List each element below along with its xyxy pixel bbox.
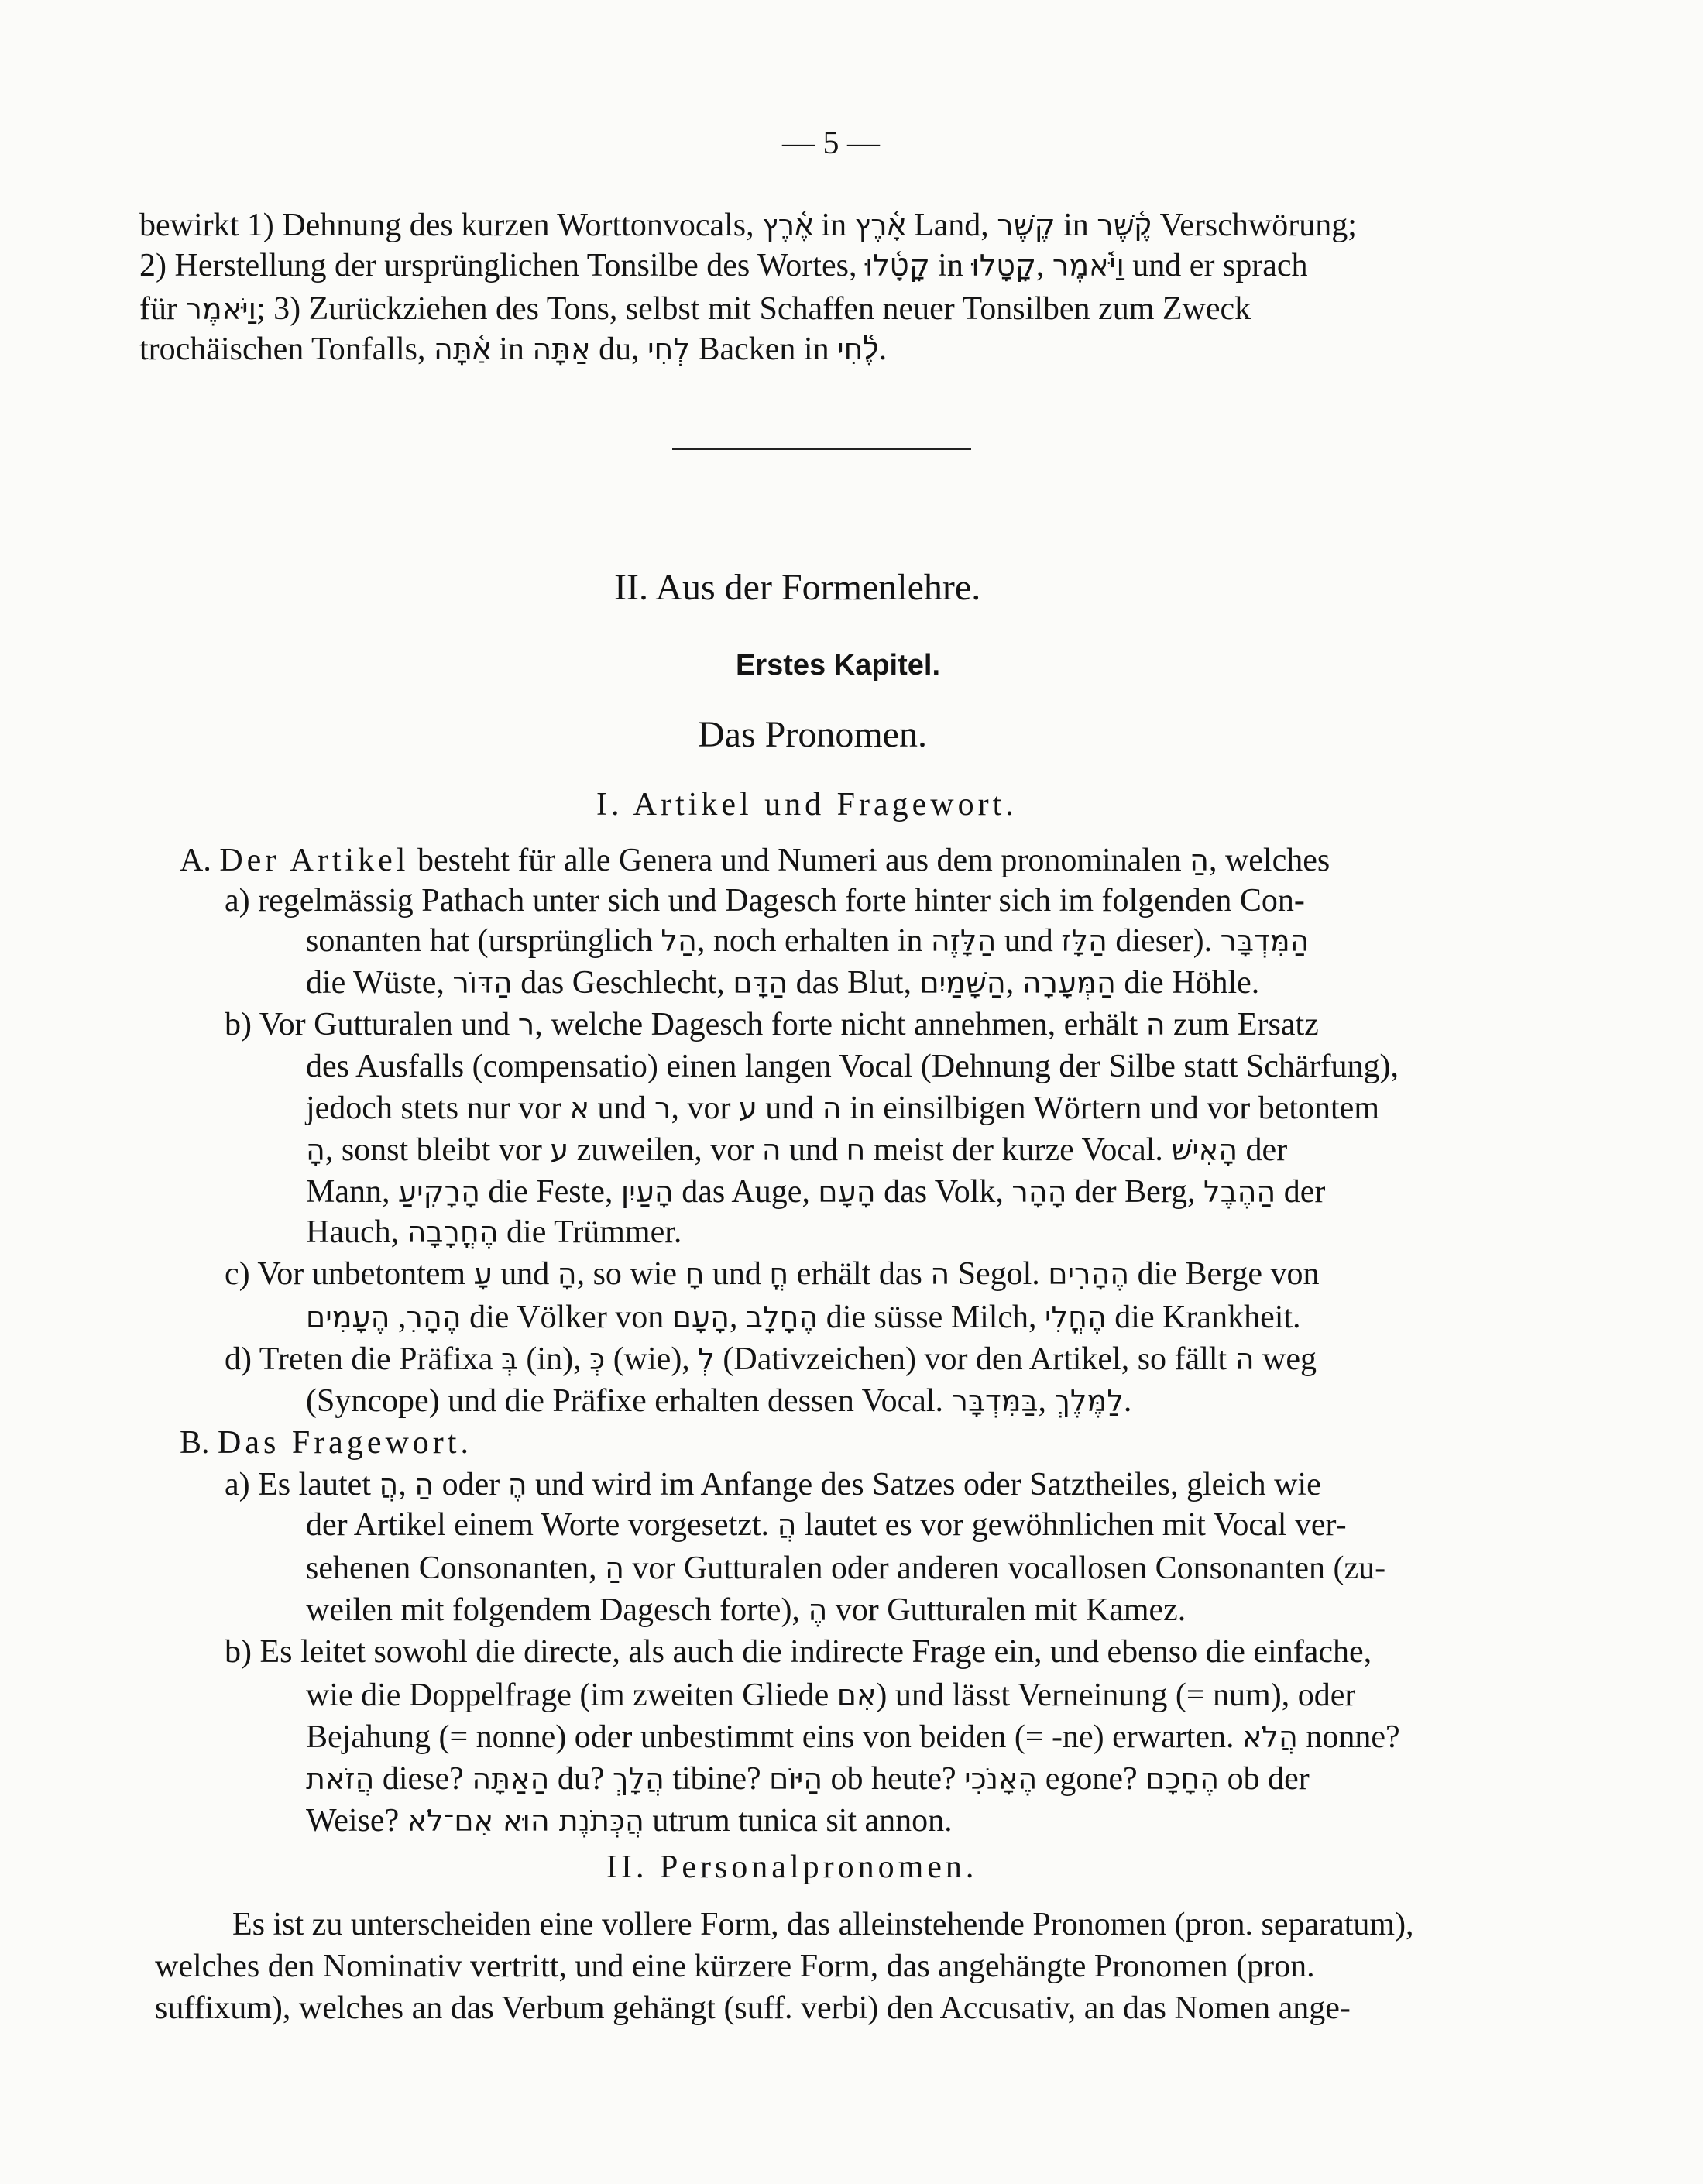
text-line bbox=[139, 246, 1308, 285]
text-run: . bbox=[1123, 1383, 1132, 1419]
hebrew-word: ה bbox=[1145, 1008, 1166, 1042]
spaced-heading-word: Der Artikel bbox=[219, 843, 410, 878]
hebrew-word: הֶחָלָב bbox=[746, 1300, 819, 1334]
text-run: wie die Doppelfrage (im zweiten Gliede bbox=[306, 1677, 837, 1713]
text-run: sonanten hat (ursprünglich bbox=[306, 923, 661, 959]
hebrew-word: הַאַתָּה bbox=[472, 1762, 550, 1796]
text-run: b) Vor Gutturalen und bbox=[225, 1007, 518, 1042]
hebrew-word: קָטָלוּ bbox=[971, 249, 1036, 283]
hebrew-word: הֶאָנֹכִי bbox=[964, 1762, 1038, 1796]
text-line bbox=[225, 1465, 1321, 1504]
text-line bbox=[180, 841, 1330, 880]
text-run: , welche Dagesch forte nicht annehmen, erhält bbox=[534, 1007, 1146, 1042]
hebrew-word: הַמְּעָרָה bbox=[1021, 966, 1116, 1000]
chapter-heading: Erstes Kapitel. bbox=[736, 649, 940, 682]
text-line bbox=[139, 330, 887, 369]
hebrew-word: הָאִישׁ bbox=[1171, 1133, 1238, 1167]
text-run: , welches bbox=[1208, 843, 1330, 878]
hebrew-word: בַּמִּדְבָּר bbox=[951, 1384, 1039, 1418]
text-run: ob der bbox=[1219, 1761, 1310, 1797]
text-run: das Auge, bbox=[673, 1174, 819, 1210]
text-run: und bbox=[757, 1090, 822, 1126]
text-line: suffixum), welches an das Verbum gehängt (suff. verbi) den Accusativ, an das Nomen ange- bbox=[155, 1990, 1351, 2026]
hebrew-word: ר bbox=[517, 1008, 535, 1042]
hebrew-word: לְחִי bbox=[647, 332, 690, 366]
text-line bbox=[225, 1633, 1372, 1671]
text-run: in bbox=[812, 208, 855, 243]
hebrew-word: הָעַיִן bbox=[620, 1175, 674, 1209]
text-run: , noch erhalten in bbox=[696, 923, 931, 959]
hebrew-word: ה bbox=[761, 1133, 781, 1167]
text-run: in einsilbigen Wörtern und vor betontem bbox=[841, 1090, 1379, 1126]
text-run: , bbox=[1005, 965, 1022, 1001]
hebrew-word: וַיֹּאמֶר bbox=[185, 292, 256, 326]
text-run: c) Vor unbetontem bbox=[225, 1256, 474, 1292]
text-run: , bbox=[1035, 248, 1052, 283]
text-run: utrum tunica sit annon. bbox=[644, 1803, 953, 1839]
text-run: d) Treten die Präfixa bbox=[225, 1341, 501, 1377]
text-line bbox=[306, 1549, 1385, 1588]
text-run: ; 3) Zurückziehen des Tons, selbst mit Schaffen neuer Tonsilben zum Zweck bbox=[256, 291, 1251, 327]
text-line bbox=[306, 1801, 953, 1840]
hebrew-word: הַהֶבֶל bbox=[1203, 1175, 1276, 1209]
hebrew-word: הֲזֹאת bbox=[306, 1762, 375, 1796]
hebrew-word: הֶ bbox=[507, 1468, 527, 1502]
topic-heading: Das Pronomen. bbox=[698, 714, 927, 755]
hebrew-word: הַ bbox=[605, 1551, 624, 1585]
text-line bbox=[306, 1213, 682, 1252]
text-run: egone? bbox=[1037, 1761, 1146, 1797]
text-line bbox=[306, 1047, 1399, 1086]
hebrew-word: לַמֶּלֶךְ bbox=[1054, 1384, 1124, 1418]
text-run: dieser). bbox=[1107, 923, 1221, 959]
text-run: die süsse Milch, bbox=[818, 1300, 1045, 1335]
hebrew-word: ה bbox=[1234, 1342, 1255, 1376]
text-run: vor Gutturalen mit Kamez. bbox=[827, 1592, 1186, 1628]
text-run: tibine? bbox=[664, 1761, 770, 1797]
text-run: und bbox=[781, 1132, 846, 1168]
text-run: . bbox=[460, 1425, 469, 1461]
text-run: A. bbox=[180, 843, 220, 878]
hebrew-word: אִם bbox=[836, 1678, 877, 1712]
text-run: erhält das bbox=[788, 1256, 931, 1292]
text-run: die Völker von bbox=[461, 1300, 672, 1335]
text-line bbox=[306, 963, 1259, 1002]
hebrew-word: וַיֹּ֫אמֶר bbox=[1052, 249, 1124, 283]
text-line bbox=[139, 206, 1357, 245]
text-run: das Volk, bbox=[875, 1174, 1012, 1210]
hebrew-word: הֲלָךְ bbox=[613, 1762, 664, 1796]
text-line: welches den Nominativ vertritt, und eine kürzere Form, das angehängte Pronomen (pron. bbox=[155, 1949, 1315, 1984]
hebrew-word: הֶהָרִים bbox=[1048, 1257, 1130, 1291]
text-run: die Feste, bbox=[479, 1174, 621, 1210]
text-run: du? bbox=[549, 1761, 613, 1797]
text-run: in bbox=[929, 248, 972, 283]
text-run: (wie), bbox=[605, 1341, 699, 1377]
text-run: Bejahung (= nonne) oder unbestimmt eins von beiden (= -ne) erwarten. bbox=[306, 1719, 1243, 1755]
text-run: Land, bbox=[905, 208, 997, 243]
hebrew-word: אַ֫תָּה bbox=[434, 332, 491, 366]
hebrew-word: הֶ bbox=[808, 1593, 828, 1627]
hebrew-word: הֲ bbox=[379, 1468, 399, 1502]
hebrew-word: אֶ֫רֶץ bbox=[762, 208, 813, 242]
hebrew-word: הֶחֳלִי bbox=[1045, 1300, 1107, 1334]
hebrew-word: הַדּוֹר bbox=[452, 966, 513, 1000]
text-run: die Berge von bbox=[1129, 1256, 1320, 1292]
hebrew-word: הַמִּדְבָּר bbox=[1220, 924, 1310, 958]
hebrew-word: הַל bbox=[661, 924, 697, 958]
text-run: die Krankheit. bbox=[1106, 1300, 1301, 1335]
hebrew-word: הָרָקִיעַ bbox=[398, 1175, 480, 1209]
text-run: Hauch, bbox=[306, 1214, 407, 1250]
hebrew-word: הָ bbox=[306, 1133, 325, 1167]
text-run: die Höhle. bbox=[1115, 965, 1260, 1001]
hebrew-word: קָטָ֫לוּ bbox=[864, 249, 930, 283]
text-run: der bbox=[1276, 1174, 1326, 1210]
text-run: nonne? bbox=[1297, 1719, 1400, 1755]
text-line bbox=[306, 1591, 1186, 1629]
text-run: diese? bbox=[374, 1761, 472, 1797]
hebrew-word: א bbox=[569, 1091, 589, 1125]
hebrew-word: הַשָּׁמַיִם bbox=[919, 966, 1006, 1000]
text-run: vor Gutturalen oder anderen vocallosen Consonanten (zu- bbox=[623, 1550, 1386, 1586]
text-line bbox=[306, 1760, 1310, 1798]
text-line bbox=[306, 922, 1309, 960]
text-line bbox=[225, 1255, 1319, 1293]
hebrew-word: כְּ bbox=[589, 1342, 606, 1376]
text-run: und bbox=[704, 1256, 770, 1292]
hebrew-word: לְ bbox=[698, 1342, 715, 1376]
text-line bbox=[139, 290, 1251, 328]
text-run: oder bbox=[434, 1467, 508, 1502]
subsection-heading-personal-pronouns: II. Personalpronomen. bbox=[606, 1849, 978, 1885]
text-run: des Ausfalls (compensatio) einen langen Vocal (Dehnung der Silbe statt Schärfung), bbox=[306, 1049, 1399, 1084]
text-run: besteht für alle Genera und Numeri aus dem pronominalen bbox=[409, 843, 1190, 878]
hebrew-word: אָ֫רֶץ bbox=[854, 208, 906, 242]
subsection-heading-articles: I. Artikel und Fragewort. bbox=[596, 787, 1018, 822]
hebrew-word: ע bbox=[550, 1133, 569, 1167]
hebrew-word: הָעָם bbox=[818, 1175, 876, 1209]
hebrew-word: קֶשֶׁר bbox=[997, 208, 1056, 242]
text-run: a) Es lautet bbox=[225, 1467, 379, 1502]
text-line: Es ist zu unterscheiden eine vollere Form, das alleinstehende Pronomen (pron. separatum), bbox=[232, 1907, 1414, 1942]
text-run: , bbox=[1038, 1383, 1055, 1419]
text-line bbox=[306, 1298, 1301, 1337]
text-run: ob heute? bbox=[822, 1761, 965, 1797]
text-run: du, bbox=[590, 331, 648, 367]
text-run: in bbox=[1055, 208, 1097, 243]
hebrew-word: חֳ bbox=[769, 1257, 789, 1291]
text-run: der Berg, bbox=[1066, 1174, 1204, 1210]
hebrew-word: הָעָם bbox=[671, 1300, 730, 1334]
hebrew-word: ה bbox=[822, 1091, 842, 1125]
text-run: jedoch stets nur vor bbox=[306, 1090, 570, 1126]
text-run: B. bbox=[180, 1425, 218, 1461]
hebrew-word: קֶ֫שֶׁר bbox=[1097, 208, 1152, 242]
text-run: das Blut, bbox=[788, 965, 920, 1001]
text-line bbox=[306, 1089, 1379, 1128]
text-run: zuweilen, vor bbox=[568, 1132, 762, 1168]
text-line bbox=[180, 1423, 469, 1462]
text-run: Verschwörung; bbox=[1152, 208, 1357, 243]
text-run: (Dativzeichen) vor den Artikel, so fällt bbox=[714, 1341, 1235, 1377]
hebrew-word: ר bbox=[654, 1091, 671, 1125]
text-run: (Syncope) und die Präfixe erhalten dessen Vocal. bbox=[306, 1383, 952, 1419]
text-run: Backen in bbox=[689, 331, 838, 367]
page-number: — 5 — bbox=[782, 125, 880, 161]
text-run: und er sprach bbox=[1124, 248, 1308, 283]
text-run: und wird im Anfange des Satzes oder Satztheiles, gleich wie bbox=[527, 1467, 1321, 1502]
text-line bbox=[225, 1005, 1319, 1044]
hebrew-word: ה bbox=[930, 1257, 950, 1291]
text-run: lautet es vor gewöhnlichen mit Vocal ver- bbox=[796, 1507, 1347, 1543]
text-run: , vor bbox=[671, 1090, 739, 1126]
hebrew-word: הֶעָמִים bbox=[306, 1300, 390, 1334]
text-line bbox=[306, 1173, 1325, 1211]
hebrew-word: עָ bbox=[473, 1257, 493, 1291]
text-run: bewirkt 1) Dehnung des kurzen Worttonvocals, bbox=[139, 208, 763, 243]
text-line bbox=[306, 1131, 1287, 1169]
hebrew-word: הָ bbox=[557, 1257, 577, 1291]
text-line bbox=[225, 1340, 1317, 1379]
text-run: das Geschlecht, bbox=[512, 965, 733, 1001]
text-run: und bbox=[589, 1090, 654, 1126]
text-line bbox=[306, 1506, 1347, 1544]
horizontal-rule bbox=[672, 448, 971, 450]
text-run: (in), bbox=[517, 1341, 590, 1377]
hebrew-word: הֶחָכָם bbox=[1145, 1762, 1220, 1796]
text-run: für bbox=[139, 291, 186, 327]
text-line bbox=[225, 881, 1305, 920]
text-run: sehenen Consonanten, bbox=[306, 1550, 606, 1586]
text-run: . bbox=[878, 331, 888, 367]
text-run: weilen mit folgendem Dagesch forte), bbox=[306, 1592, 809, 1628]
hebrew-word: הַ bbox=[1190, 843, 1209, 877]
text-run: trochäischen Tonfalls, bbox=[139, 331, 434, 367]
hebrew-word: אַתָּה bbox=[532, 332, 591, 366]
hebrew-word: ע bbox=[738, 1091, 757, 1125]
hebrew-word: חָ bbox=[685, 1257, 705, 1291]
text-run: zum Ersatz bbox=[1165, 1007, 1319, 1042]
text-line bbox=[306, 1676, 1355, 1715]
section-heading: II. Aus der Formenlehre. bbox=[614, 567, 981, 608]
hebrew-word: הֶהָרִ bbox=[406, 1300, 462, 1334]
text-run: , bbox=[398, 1467, 415, 1502]
text-run: die Trümmer. bbox=[498, 1214, 682, 1250]
text-run: Segol. bbox=[949, 1256, 1049, 1292]
hebrew-word: הֲלֹא bbox=[1242, 1720, 1298, 1754]
hebrew-word: הַלָּז bbox=[1061, 924, 1107, 958]
hebrew-word: הַיּוֹם bbox=[769, 1762, 823, 1796]
text-run: Mann, bbox=[306, 1174, 398, 1210]
hebrew-word: הַ bbox=[414, 1468, 434, 1502]
hebrew-word: הֶחֳרָבָה bbox=[407, 1215, 499, 1249]
text-run: , sonst bleibt vor bbox=[324, 1132, 551, 1168]
text-run: in bbox=[490, 331, 533, 367]
text-run: a) regelmässig Pathach unter sich und Dagesch forte hinter sich im folgenden Con- bbox=[225, 883, 1305, 919]
text-run: die Wüste, bbox=[306, 965, 453, 1001]
text-line bbox=[306, 1718, 1400, 1756]
text-run: und bbox=[492, 1256, 558, 1292]
hebrew-word: הֲ bbox=[777, 1508, 797, 1542]
text-run: Weise? bbox=[306, 1803, 407, 1839]
text-run: und bbox=[996, 923, 1062, 959]
spaced-heading-word: Das Fragewort bbox=[218, 1425, 461, 1461]
hebrew-word: הַלָּזֶה bbox=[930, 924, 997, 958]
text-run: ) und lässt Verneinung (= num), oder bbox=[876, 1677, 1356, 1713]
hebrew-word: ח bbox=[846, 1133, 866, 1167]
hebrew-word: לֶ֫חִי bbox=[837, 332, 879, 366]
text-run: , bbox=[390, 1300, 407, 1335]
text-run: der bbox=[1238, 1132, 1288, 1168]
hebrew-word: הֲכְּתֹנֶת הוּא אִם־לֹא bbox=[407, 1804, 644, 1838]
text-run: b) Es leitet sowohl die directe, als auch die indirecte Frage ein, und ebenso die einfache, bbox=[225, 1634, 1372, 1670]
text-run: 2) Herstellung der ursprünglichen Tonsilbe des Wortes, bbox=[139, 248, 865, 283]
text-run: , bbox=[730, 1300, 747, 1335]
text-run: , so wie bbox=[576, 1256, 685, 1292]
hebrew-word: בְּ bbox=[500, 1342, 518, 1376]
text-run: meist der kurze Vocal. bbox=[865, 1132, 1172, 1168]
hebrew-word: הַדָּם bbox=[733, 966, 788, 1000]
text-line bbox=[306, 1382, 1131, 1420]
hebrew-word: הָהָר bbox=[1011, 1175, 1067, 1209]
text-run: der Artikel einem Worte vorgesetzt. bbox=[306, 1507, 778, 1543]
text-run: weg bbox=[1254, 1341, 1317, 1377]
